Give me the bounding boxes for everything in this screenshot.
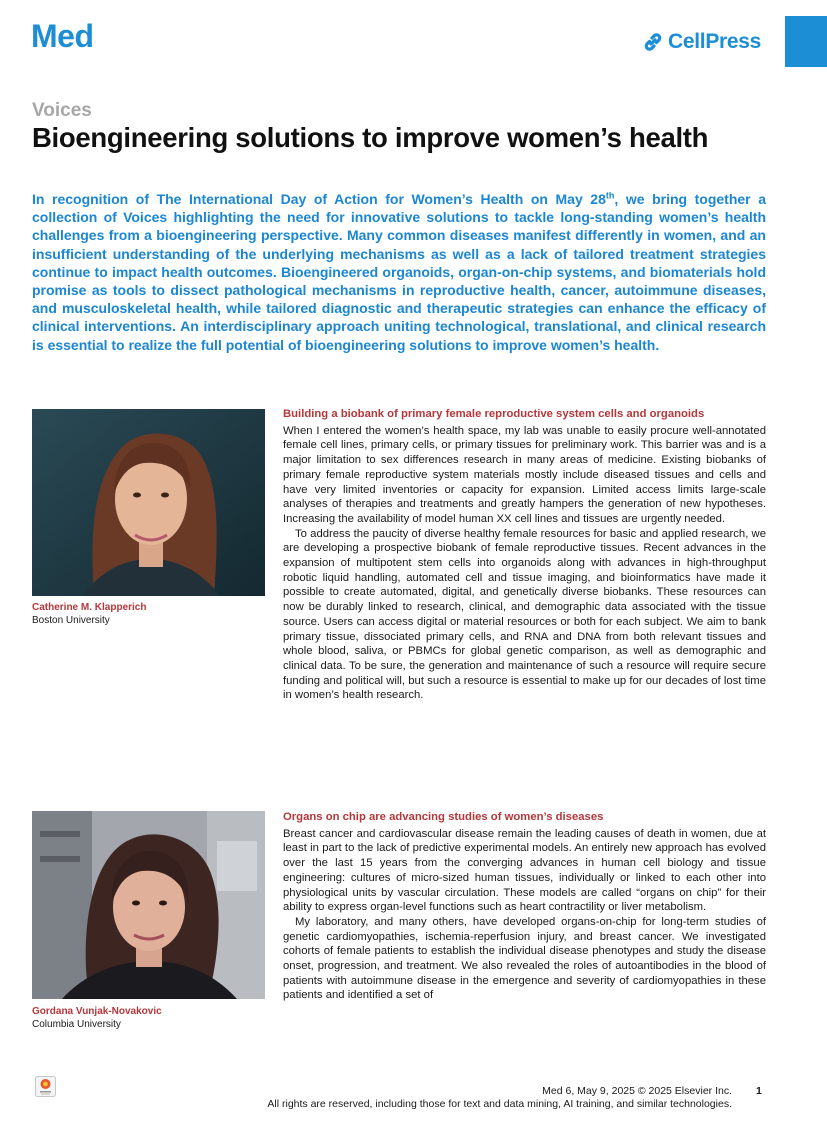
summary-text-end: , we bring together a collection of Voices highlighting the need for innovative solutions to tackle long-standing women’s health challenges from a bioengineering perspective. Many common diseases manifest differently in women, and an insufficient understanding of the underlying mechanisms as well as a lack of tailored treatment strategies continue to impact health outcomes. Bioengineered organoids, organ-on-chip systems, and biomaterials hold promise as tools to dissect pathological mechanisms in reproductive health, cancer, autoimmune diseases, and musculoskeletal health, while tailored diagnostic and therapeutic strategies can enhance the efficacy of clinical interventions. An interdisciplinary approach uniting technological, translational, and clinical research is essential to realize the full potential of bioengineering solutions to improve women’s health. — [32, 191, 766, 353]
page-number: 1 — [756, 1085, 762, 1097]
journal-logo: Med — [31, 18, 94, 54]
publisher-logo — [642, 30, 761, 54]
voice-article-1 — [283, 407, 766, 703]
voice-article-2 — [283, 810, 766, 1003]
check-for-updates-icon — [35, 1076, 56, 1097]
summary-superscript: th — [605, 190, 615, 201]
author-photo-vunjak-novakovic — [32, 811, 265, 999]
article-paragraph: To address the paucity of diverse healthy female resources for basic and applied research, we are developing a prospective biobank of female reproductive tissues. Recent advances in the expansion of multipotent stem cells into organoids along with advances in high-throughput robotic liquid handling, automated cell and tissue imaging, and bioinformatics have made it possible to create automated, digital, and genetically diverse biobanks. These resources can now be durably linked to research, clinical, and demographic data associated with the tissue source. Users can access digital or material resources or both for each subject. We aim to bank primary tissue, dissociated primary cells, and RNA and DNA from both relevant tissues and whole blood, saliva, or PBMCs for global genetic comparison, as well as demographic and clinical data. To be sure, the generation and maintenance of such a resource will require secure funding and political will, but such a resource is essential to make up for our decades of lost time in women’s health research. — [283, 527, 766, 702]
article-heading: Building a biobank of primary female reproductive system cells and organoids — [283, 408, 705, 420]
author-photo-klapperich — [32, 409, 265, 596]
corner-tab — [785, 16, 827, 67]
footer-rights: All rights are reserved, including those for text and data mining, AI training, and similar technologies. — [267, 1097, 732, 1110]
summary-paragraph — [32, 190, 766, 354]
check-for-updates-badge[interactable] — [35, 1076, 56, 1097]
author-affiliation: Columbia University — [32, 1019, 121, 1030]
portrait-illustration — [32, 409, 265, 596]
footer-citation: Med 6, May 9, 2025 © 2025 Elsevier Inc. — [542, 1085, 732, 1097]
author-block-1 — [32, 601, 146, 627]
portrait-illustration — [32, 811, 265, 999]
article-paragraph: When I entered the women’s health space, my lab was unable to easily procure well-annotated female cell lines, primary cells, or primary tissues for preliminary work. This barrier was and is a major limitation to sex differences research in many areas of medicine. Existing biobanks of primary female reproductive system materials mostly include diseased tissues and cells and have very limited inventories or capacity for expansion. Limited access limits large-scale analyses of therapies and treatments and greatly hampers the generation of new hypotheses. Increasing the availability of model human XX cell lines and tissues are urgently needed. — [283, 424, 766, 525]
author-name: Catherine M. Klapperich — [32, 602, 147, 613]
article-heading: Organs on chip are advancing studies of women’s diseases — [283, 811, 604, 823]
author-affiliation: Boston University — [32, 615, 110, 626]
section-label: Voices — [32, 100, 92, 121]
footer — [200, 1085, 732, 1110]
publisher-name: CellPress — [668, 30, 762, 53]
article-paragraph: My laboratory, and many others, have developed organs-on-chip for long-term studies of genetic cardiomyopathies, ischemia-reperfusion injury, and breast cancer. We investigated cohorts of female patients to establish the individual disease phenotypes and study the disease onset, progression, and treatment. We also revealed the roles of autoantibodies in the blood of patients with autoimmune disease in the emergence and severity of cardiomyopathies in these patients and identified a set of — [283, 915, 766, 1002]
author-block-2 — [32, 1005, 162, 1031]
author-name: Gordana Vunjak-Novakovic — [32, 1006, 162, 1017]
article-paragraph: Breast cancer and cardiovascular disease remain the leading causes of death in women, due at least in part to the lack of predictive experimental models. An entirely new approach has evolved over the last 15 years from the converging advances in human cell biology and tissue engineering: cultures of micro-sized human tissues, individually or linked to each other into physiological units by vascular circulation. These models are called “organs on chip” for their ability to express organ-level functions such as heart contractility or liver metabolism. — [283, 827, 766, 914]
cellpress-link-icon — [642, 31, 664, 53]
article-title: Bioengineering solutions to improve women’s health — [32, 122, 709, 153]
summary-text-start: In recognition of The International Day of Action for Women’s Health on May 28 — [32, 191, 606, 207]
